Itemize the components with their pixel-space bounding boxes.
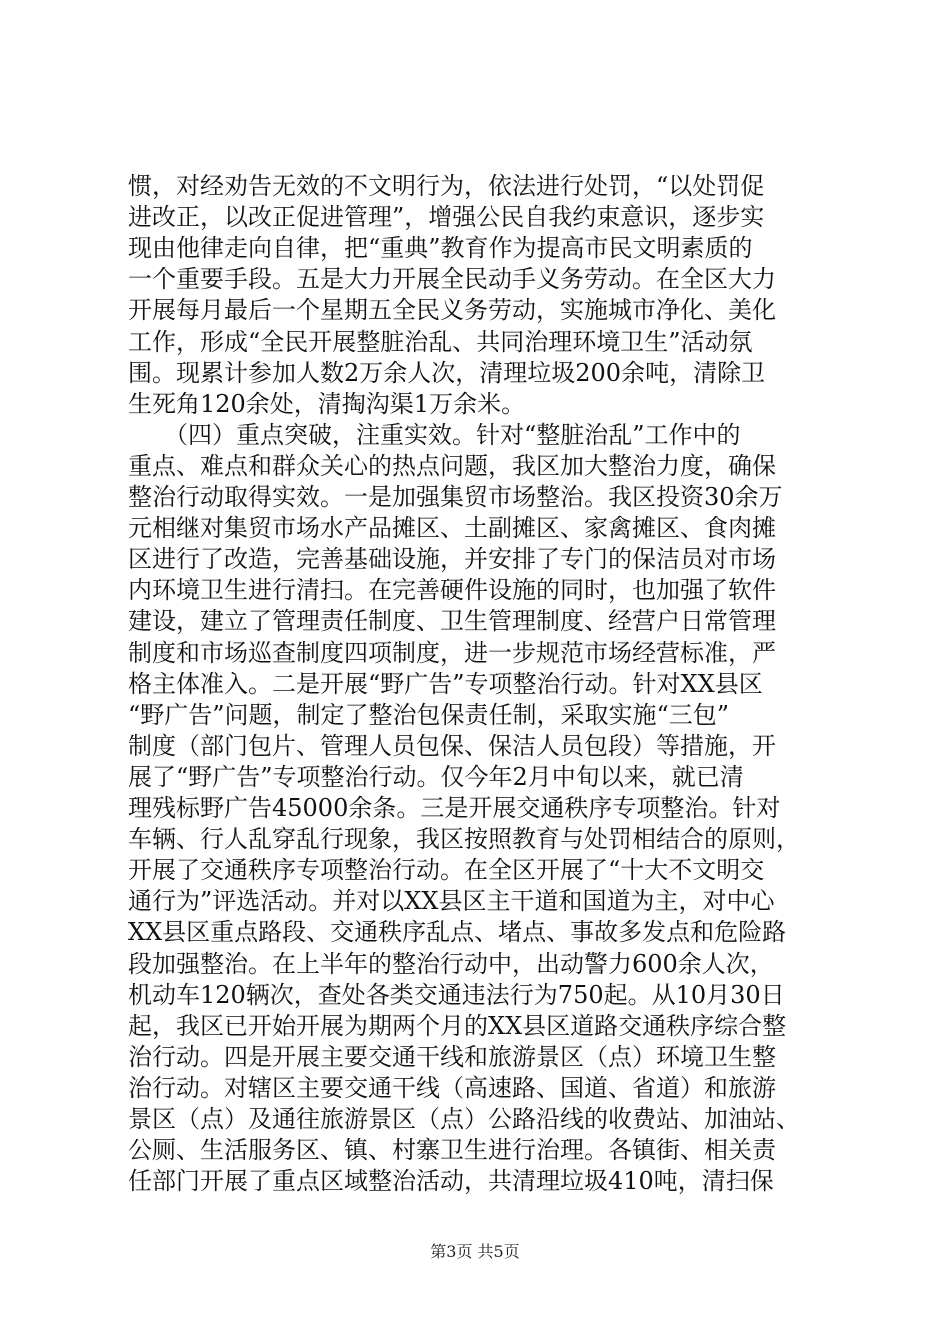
text-line: （四）重点突破，注重实效。针对“整脏治乱”工作中的 [128, 420, 741, 449]
text-line: 展了“野广告”专项整治行动。仅今年2月中旬以来，就已清 [128, 762, 744, 791]
text-line: 制度和市场巡查制度四项制度，进一步规范市场经营标准，严 [128, 638, 776, 667]
text-line: 元相继对集贸市场水产品摊区、土副摊区、家禽摊区、食肉摊 [128, 514, 776, 543]
text-line: 工作，形成“全民开展整脏治乱、共同治理环境卫生”活动氛 [128, 327, 753, 356]
text-line: 区进行了改造，完善基础设施，并安排了专门的保洁员对市场 [128, 545, 776, 574]
text-line: 进改正，以改正促进管理”，增强公民自我约束意识，逐步实 [128, 203, 765, 232]
page-number-footer: 第3页 共5页 [430, 1242, 520, 1261]
text-line: 通行为”评选活动。并对以XX县区主干道和国道为主，对中心 [128, 887, 775, 916]
text-line: 重点、难点和群众关心的热点问题，我区加大整治力度，确保 [128, 451, 776, 480]
text-line: 公厕、生活服务区、镇、村寨卫生进行治理。各镇街、相关责 [128, 1136, 776, 1165]
text-line: 机动车120辆次，查处各类交通违法行为750起。从10月30日 [128, 980, 785, 1009]
text-line: 开展每月最后一个星期五全民义务劳动，实施城市净化、美化 [128, 296, 776, 325]
text-line: 惯，对经劝告无效的不文明行为，依法进行处罚，“以处罚促 [128, 172, 765, 200]
text-line: XX县区重点路段、交通秩序乱点、堵点、事故多发点和危险路 [128, 918, 787, 947]
text-line: 任部门开展了重点区域整治活动，共清理垃圾410吨，清扫保 [128, 1167, 774, 1196]
text-line: 景区（点）及通往旅游景区（点）公路沿线的收费站、加油站、 [128, 1105, 800, 1133]
text-line: 现由他律走向自律，把“重典”教育作为提高市民文明素质的 [128, 234, 753, 263]
text-line: 开展了交通秩序专项整治行动。在全区开展了“十大不文明交 [128, 856, 765, 885]
text-line: 整治行动取得实效。一是加强集贸市场整治。我区投资30余万 [128, 483, 783, 511]
text-line: 车辆、行人乱穿乱行现象，我区按照教育与处罚相结合的原则， [128, 825, 800, 854]
text-line: 段加强整治。在上半年的整治行动中，出动警力600余人次， [128, 949, 774, 978]
text-line: 格主体准入。二是开展“野广告”专项整治行动。针对XX县区 [128, 669, 763, 698]
text-line: 治行动。对辖区主要交通干线（高速路、国道、省道）和旅游 [128, 1073, 776, 1102]
text-line: 起，我区已开始开展为期两个月的XX县区道路交通秩序综合整 [128, 1011, 787, 1040]
text-line: “野广告”问题，制定了整治包保责任制，采取实施“三包” [128, 700, 730, 729]
text-line: 理残标野广告45000余条。三是开展交通秩序专项整治。针对 [128, 794, 781, 822]
text-line: 围。现累计参加人数2万余人次，清理垃圾200余吨，清除卫 [128, 358, 766, 387]
text-line: 建设，建立了管理责任制度、卫生管理制度、经营户日常管理 [128, 607, 776, 636]
text-line: 一个重要手段。五是大力开展全民动手义务劳动。在全区大力 [128, 265, 776, 294]
text-line: 制度（部门包片、管理人员包保、保洁人员包段）等措施，开 [128, 731, 776, 760]
text-line: 治行动。四是开展主要交通干线和旅游景区（点）环境卫生整 [128, 1042, 776, 1071]
text-line: 内环境卫生进行清扫。在完善硬件设施的同时，也加强了软件 [128, 576, 776, 605]
text-line: 生死角120余处，清掏沟渠1万余米。 [128, 389, 526, 418]
